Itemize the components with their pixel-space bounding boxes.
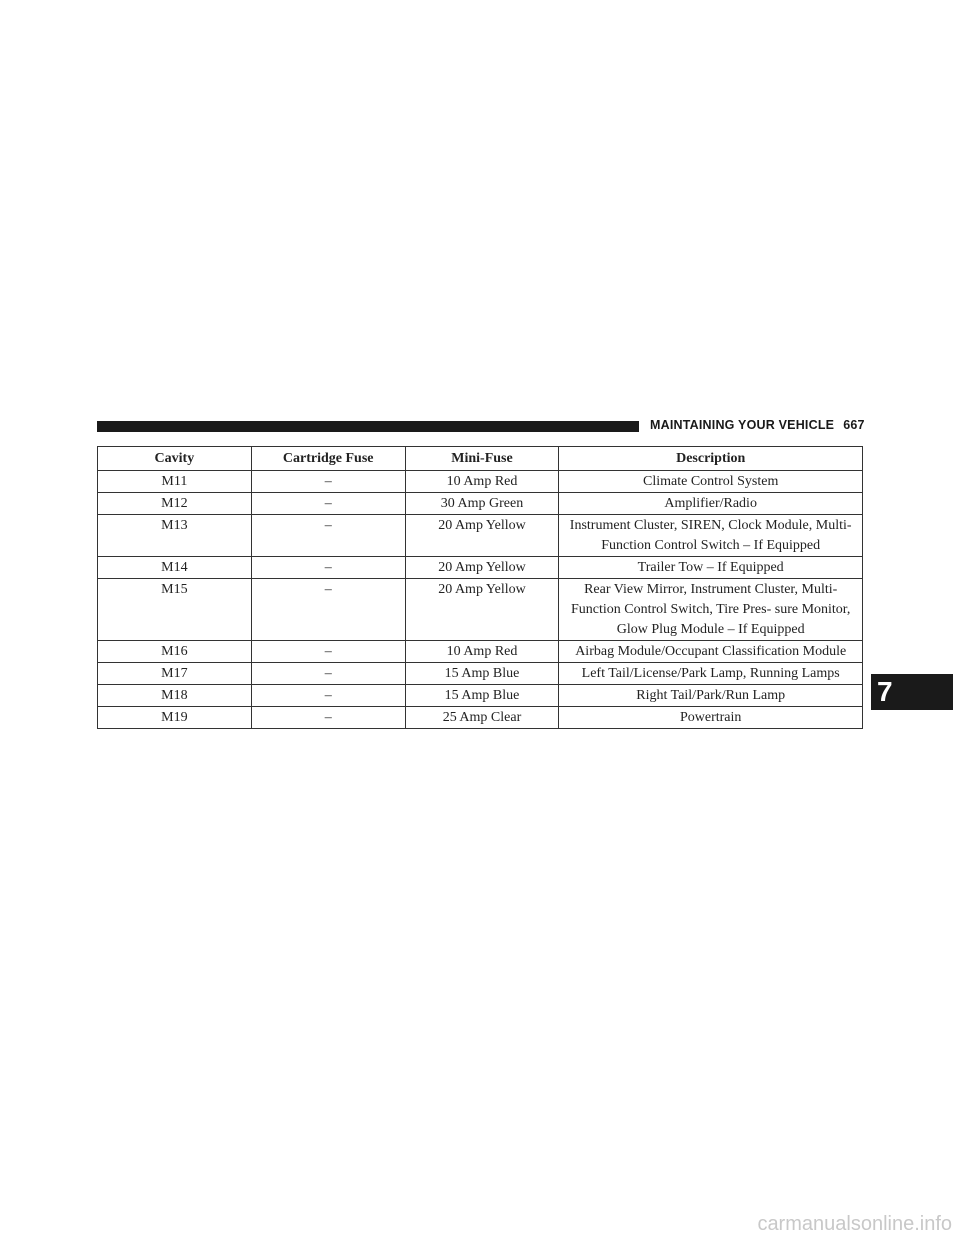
mini-fuse-cell: 20 Amp Yellow (405, 557, 559, 579)
cartridge-fuse-cell: – (251, 579, 405, 641)
table-row (98, 493, 863, 515)
column-header-mini-fuse: Mini-Fuse (405, 447, 559, 471)
table-row (98, 515, 863, 557)
mini-fuse-cell: 20 Amp Yellow (405, 579, 559, 641)
description-cell: Trailer Tow – If Equipped (559, 557, 863, 579)
column-header-cavity: Cavity (98, 447, 252, 471)
cavity-cell: M18 (98, 685, 252, 707)
table-row (98, 579, 863, 641)
page-number: 667 (843, 418, 865, 432)
cartridge-fuse-cell: – (251, 515, 405, 557)
mini-fuse-cell: 30 Amp Green (405, 493, 559, 515)
description-cell: Amplifier/Radio (559, 493, 863, 515)
mini-fuse-cell: 10 Amp Red (405, 641, 559, 663)
table-row (98, 641, 863, 663)
cavity-cell: M11 (98, 471, 252, 493)
description-cell: Instrument Cluster, SIREN, Clock Module, Multi-Function Control Switch – If Equipped (559, 515, 863, 557)
header-rule-bar (97, 421, 639, 432)
column-header-description: Description (559, 447, 863, 471)
cartridge-fuse-cell: – (251, 557, 405, 579)
cavity-cell: M17 (98, 663, 252, 685)
table-row (98, 557, 863, 579)
description-cell: Right Tail/Park/Run Lamp (559, 685, 863, 707)
mini-fuse-cell: 25 Amp Clear (405, 707, 559, 729)
watermark: carmanualsonline.info (757, 1213, 952, 1235)
description-cell: Rear View Mirror, Instrument Cluster, Multi-Function Control Switch, Tire Pres- sure Monitor, Glow Plug Module – If Equipped (559, 579, 863, 641)
cavity-cell: M16 (98, 641, 252, 663)
chapter-tab: 7 (871, 674, 953, 710)
mini-fuse-cell: 10 Amp Red (405, 471, 559, 493)
description-cell: Left Tail/License/Park Lamp, Running Lamps (559, 663, 863, 685)
description-cell: Powertrain (559, 707, 863, 729)
mini-fuse-cell: 15 Amp Blue (405, 685, 559, 707)
cavity-cell: M14 (98, 557, 252, 579)
description-cell: Climate Control System (559, 471, 863, 493)
mini-fuse-cell: 20 Amp Yellow (405, 515, 559, 557)
cartridge-fuse-cell: – (251, 663, 405, 685)
cartridge-fuse-cell: – (251, 641, 405, 663)
table-row (98, 707, 863, 729)
cartridge-fuse-cell: – (251, 685, 405, 707)
fuse-table (97, 446, 863, 729)
column-header-cartridge-fuse: Cartridge Fuse (251, 447, 405, 471)
cartridge-fuse-cell: – (251, 493, 405, 515)
cavity-cell: M15 (98, 579, 252, 641)
cavity-cell: M19 (98, 707, 252, 729)
table-row (98, 685, 863, 707)
running-header (650, 418, 865, 432)
section-title: MAINTAINING YOUR VEHICLE (650, 418, 835, 432)
cartridge-fuse-cell: – (251, 707, 405, 729)
cartridge-fuse-cell: – (251, 471, 405, 493)
mini-fuse-cell: 15 Amp Blue (405, 663, 559, 685)
cavity-cell: M13 (98, 515, 252, 557)
cavity-cell: M12 (98, 493, 252, 515)
description-cell: Airbag Module/Occupant Classification Module (559, 641, 863, 663)
table-row (98, 471, 863, 493)
table-row (98, 663, 863, 685)
table-header-row (98, 447, 863, 471)
